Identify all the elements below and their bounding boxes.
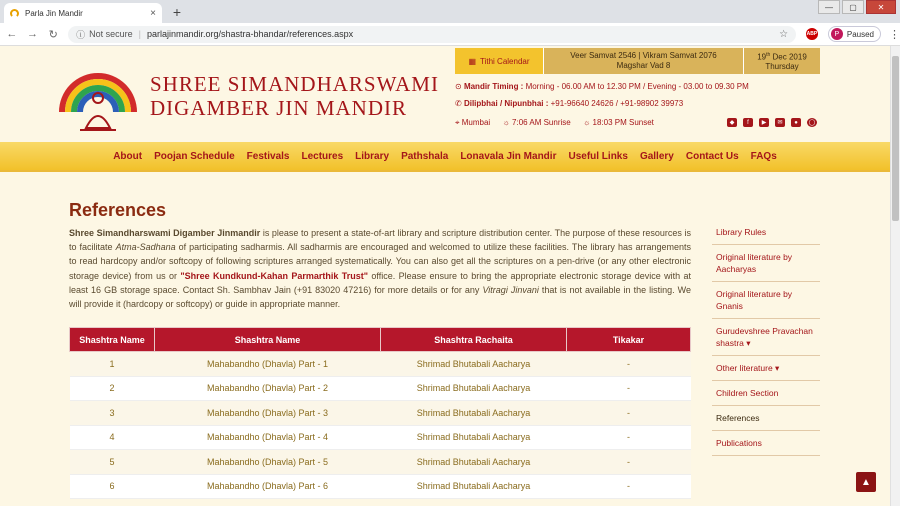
youtube-icon[interactable]: ▶: [759, 118, 769, 127]
table-cell[interactable]: Mahabandho (Dhavla) Part - 4: [155, 425, 381, 450]
table-cell: Shrimad Bhutabali Aacharya: [381, 352, 567, 377]
profile-status: Paused: [846, 29, 874, 39]
timing-label: Mandir Timing :: [463, 82, 524, 91]
table-cell: -: [567, 376, 691, 401]
sidebar-item-gurudevshree-pravachan-shastra[interactable]: Gurudevshree Pravachan shastra ▾: [712, 319, 820, 356]
sidebar-item-references[interactable]: References: [712, 406, 820, 431]
sidebar-item-children-section[interactable]: Children Section: [712, 381, 820, 406]
url-text[interactable]: parlajinmandir.org/shastra-bhandar/references.aspx: [147, 29, 354, 39]
menu-item-library[interactable]: Library: [355, 150, 390, 162]
calendar-strip: [455, 48, 820, 74]
maximize-button[interactable]: ▢: [842, 0, 864, 14]
sunset-icon: ☼: [582, 118, 591, 127]
table-cell: -: [567, 401, 691, 426]
omnibox-separator: |: [138, 29, 141, 39]
back-to-top-button[interactable]: ▲: [856, 472, 876, 492]
table-cell[interactable]: Mahabandho (Dhavla) Part - 6: [155, 474, 381, 499]
sun-times: [455, 118, 654, 128]
date-text: 19th Dec 2019: [757, 51, 807, 62]
main-menu: [0, 142, 890, 172]
close-window-button[interactable]: ✕: [866, 0, 896, 14]
column-header: Tikakar: [567, 328, 691, 352]
table-cell: Shrimad Bhutabali Aacharya: [381, 450, 567, 475]
table-row: [70, 352, 691, 377]
sidebar-item-library-rules[interactable]: Library Rules: [712, 220, 820, 245]
not-secure-label: Not secure: [89, 29, 133, 39]
menu-item-useful-links[interactable]: Useful Links: [568, 150, 628, 162]
column-header: Shashtra Name: [155, 328, 381, 352]
table-row: [70, 425, 691, 450]
menu-item-lonavala-jin-mandir[interactable]: Lonavala Jin Mandir: [460, 150, 557, 162]
table-row: [70, 401, 691, 426]
phone-label: Dilipbhai / Nipunbhai :: [463, 99, 549, 108]
table-cell: 4: [70, 425, 155, 450]
brand-line-2: DIGAMBER JIN MANDIR: [150, 96, 408, 120]
table-cell: Shrimad Bhutabali Aacharya: [381, 474, 567, 499]
new-tab-button[interactable]: +: [172, 4, 182, 20]
intro-paragraph: Shree Simandharswami Digamber Jinmandir is please to present a state-of-art library and scripture distribution center. The purpose of these resources is to facilitate Atma-Sadhana of participating sadharmis. All sadharmis are encouraged and welcomed to utilize these facilities. The library has arrangements to read hardcopy and/or softcopy of following scriptures arranged systematically. You can also get all the scriptures on a pen-drive (or any other electronic storage device) from us or "Shree Kundkund-Kahan Parmarthik Trust" office. Please ensure to bring the appropriate electronic storage device with at least 16 GB storage space. Contact Sh. Sambhav Jain (+91 83020 47216) for more details or for any Vitragi Jinvani that is not available in the listing. We will provide it (hardcopy or softcopy) or guide in appropriate manner.: [69, 228, 692, 310]
minimize-button[interactable]: —: [818, 0, 840, 14]
menu-item-pathshala[interactable]: Pathshala: [401, 150, 449, 162]
table-row: [70, 474, 691, 499]
menu-item-about[interactable]: About: [113, 150, 143, 162]
site-favicon-icon: [10, 9, 19, 18]
scrollbar-thumb[interactable]: [892, 56, 899, 221]
video-icon[interactable]: ●: [791, 118, 801, 127]
brand-line-1: SHREE SIMANDHARSWAMI: [150, 72, 439, 96]
table-cell[interactable]: Mahabandho (Dhavla) Part - 1: [155, 352, 381, 377]
today-date: [743, 48, 820, 74]
table-cell[interactable]: Mahabandho (Dhavla) Part - 2: [155, 376, 381, 401]
table-cell: 6: [70, 474, 155, 499]
calendar-icon: ▦: [468, 56, 477, 66]
reload-icon[interactable]: ↻: [48, 28, 58, 41]
samvat-info: [543, 48, 743, 74]
table-cell: -: [567, 352, 691, 377]
menu-item-gallery[interactable]: Gallery: [639, 150, 674, 162]
table-cell: Shrimad Bhutabali Aacharya: [381, 376, 567, 401]
table-cell: 1: [70, 352, 155, 377]
menu-item-faqs[interactable]: FAQs: [750, 150, 777, 162]
sidebar-item-other-literature[interactable]: Other literature ▾: [712, 356, 820, 381]
library-sidebar: [712, 220, 820, 456]
phone-value[interactable]: +91-96640 24626 / +91-98902 39973: [548, 99, 684, 108]
weekday: Thursday: [765, 62, 799, 72]
forward-icon[interactable]: →: [27, 28, 39, 40]
email-icon[interactable]: ✉: [775, 118, 785, 127]
window-controls: [818, 0, 896, 14]
tab-title: Parla Jin Mandir: [25, 8, 83, 18]
page-scrollbar[interactable]: [890, 46, 900, 506]
omnibox[interactable]: [68, 26, 796, 43]
address-bar-row: [0, 23, 900, 46]
browser-tab[interactable]: [4, 3, 162, 23]
column-header: Shashtra Rachaita: [381, 328, 567, 352]
table-row: [70, 376, 691, 401]
table-cell: -: [567, 450, 691, 475]
table-row: [70, 450, 691, 475]
facebook-icon[interactable]: f: [743, 118, 753, 127]
sunrise-icon: ☼: [502, 118, 510, 127]
social-links: [727, 118, 817, 127]
menu-item-poojan-schedule[interactable]: Poojan Schedule: [154, 150, 235, 162]
whatsapp-icon[interactable]: ◯: [808, 120, 816, 126]
page-title: References: [69, 200, 167, 220]
temple-logo-icon[interactable]: [56, 54, 140, 138]
table-cell: 3: [70, 401, 155, 426]
trust-name: "Shree Kundkund-Kahan Parmarthik Trust": [180, 270, 369, 281]
browser-tab-bar: [0, 0, 900, 23]
phone-icon: ✆: [455, 99, 462, 108]
site-header: [0, 46, 890, 142]
menu-item-lectures[interactable]: Lectures: [301, 150, 344, 162]
table-cell: -: [567, 425, 691, 450]
tab-close-icon[interactable]: ×: [150, 7, 156, 19]
adblock-icon[interactable]: ABP: [806, 28, 818, 40]
sidebar-item-original-literature-by-gnanis[interactable]: Original literature by Gnanis: [712, 282, 820, 319]
sunset: 18:03 PM Sunset: [592, 118, 654, 127]
table-cell[interactable]: Mahabandho (Dhavla) Part - 3: [155, 401, 381, 426]
column-header: Shashtra Name: [70, 328, 155, 352]
sidebar-item-original-literature-by-aacharyas[interactable]: Original literature by Aacharyas: [712, 245, 820, 282]
samvat-line1: Veer Samvat 2546 | Vikram Samvat 2076: [570, 51, 717, 60]
app-icon[interactable]: ◆: [727, 118, 737, 127]
profile-button[interactable]: [828, 26, 881, 42]
back-icon[interactable]: ←: [6, 28, 18, 40]
table-cell: 2: [70, 376, 155, 401]
info-icon[interactable]: ⓘ: [76, 29, 86, 40]
bookmark-star-icon[interactable]: ☆: [779, 28, 789, 40]
references-table: [69, 327, 691, 499]
intro-org: Shree Simandharswami Digamber Jinmandir: [69, 228, 261, 238]
clock-icon: ⊙: [455, 82, 462, 91]
avatar: P: [831, 28, 843, 40]
mandir-timing: [455, 82, 749, 91]
menu-item-festivals[interactable]: Festivals: [246, 150, 290, 162]
timing-value: Morning - 06.00 AM to 12.30 PM / Evening - 03.00 to 09.30 PM: [523, 82, 749, 91]
map-marker-icon: ⌖: [455, 118, 460, 127]
table-cell: 5: [70, 450, 155, 475]
city: Mumbai: [461, 118, 491, 127]
browser-menu-icon[interactable]: ⋮: [889, 28, 900, 41]
sidebar-item-publications[interactable]: Publications: [712, 431, 820, 456]
table-cell[interactable]: Mahabandho (Dhavla) Part - 5: [155, 450, 381, 475]
table-cell: Shrimad Bhutabali Aacharya: [381, 425, 567, 450]
menu-item-contact-us[interactable]: Contact Us: [685, 150, 739, 162]
contact-phone: [455, 99, 683, 108]
table-cell: Shrimad Bhutabali Aacharya: [381, 401, 567, 426]
tithi-label: Tithi Calendar: [480, 56, 530, 66]
table-cell: -: [567, 474, 691, 499]
samvat-line2: Magshar Vad 8: [616, 61, 671, 70]
tithi-calendar-button[interactable]: [455, 48, 543, 74]
sunrise: 7:06 AM Sunrise: [512, 118, 571, 127]
